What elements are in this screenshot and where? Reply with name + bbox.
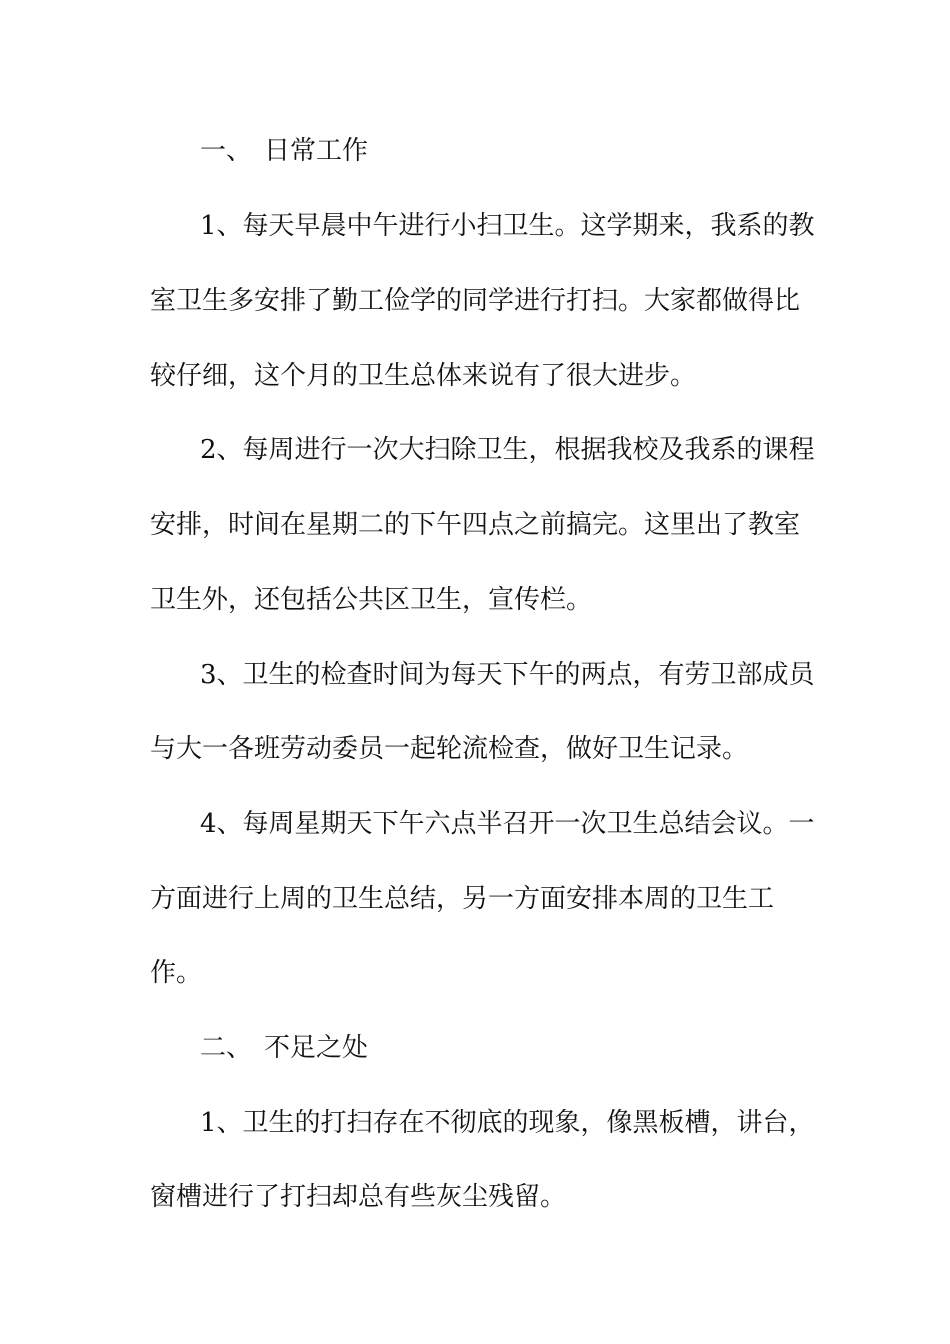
section-number: 二、 xyxy=(200,1033,253,1063)
paragraph-line: 较仔细，这个月的卫生总体来说有了很大进步。 xyxy=(150,361,697,391)
paragraph-line: 安排，时间在星期二的下午四点之前搞完。这里出了教室 xyxy=(150,510,801,540)
paragraph-line: 1、卫生的打扫存在不彻底的现象，像黑板槽，讲台， xyxy=(200,1108,815,1138)
paragraph-line: 与大一各班劳动委员一起轮流检查，做好卫生记录。 xyxy=(150,734,749,764)
paragraph-line: 4、每周星期天下午六点半召开一次卫生总结会议。一 xyxy=(200,809,815,839)
section-title: 不足之处 xyxy=(264,1033,369,1063)
section-number: 一、 xyxy=(200,136,253,166)
paragraph-line: 作。 xyxy=(150,958,203,988)
section-title: 日常工作 xyxy=(264,136,369,166)
paragraph-line: 2、每周进行一次大扫除卫生，根据我校及我系的课程 xyxy=(200,435,815,465)
section-heading-1 xyxy=(200,134,368,168)
paragraph-line: 卫生外，还包括公共区卫生，宣传栏。 xyxy=(150,585,593,615)
paragraph-line: 窗槽进行了打扫却总有些灰尘残留。 xyxy=(150,1182,567,1212)
paragraph-line: 室卫生多安排了勤工俭学的同学进行打扫。大家都做得比 xyxy=(150,286,801,316)
paragraph-line: 1、每天早晨中午进行小扫卫生。这学期来，我系的教 xyxy=(200,211,815,241)
section-heading-2 xyxy=(200,1031,368,1065)
paragraph-line: 方面进行上周的卫生总结，另一方面安排本周的卫生工 xyxy=(150,884,775,914)
paragraph-line: 3、卫生的检查时间为每天下午的两点，有劳卫部成员 xyxy=(200,660,815,690)
